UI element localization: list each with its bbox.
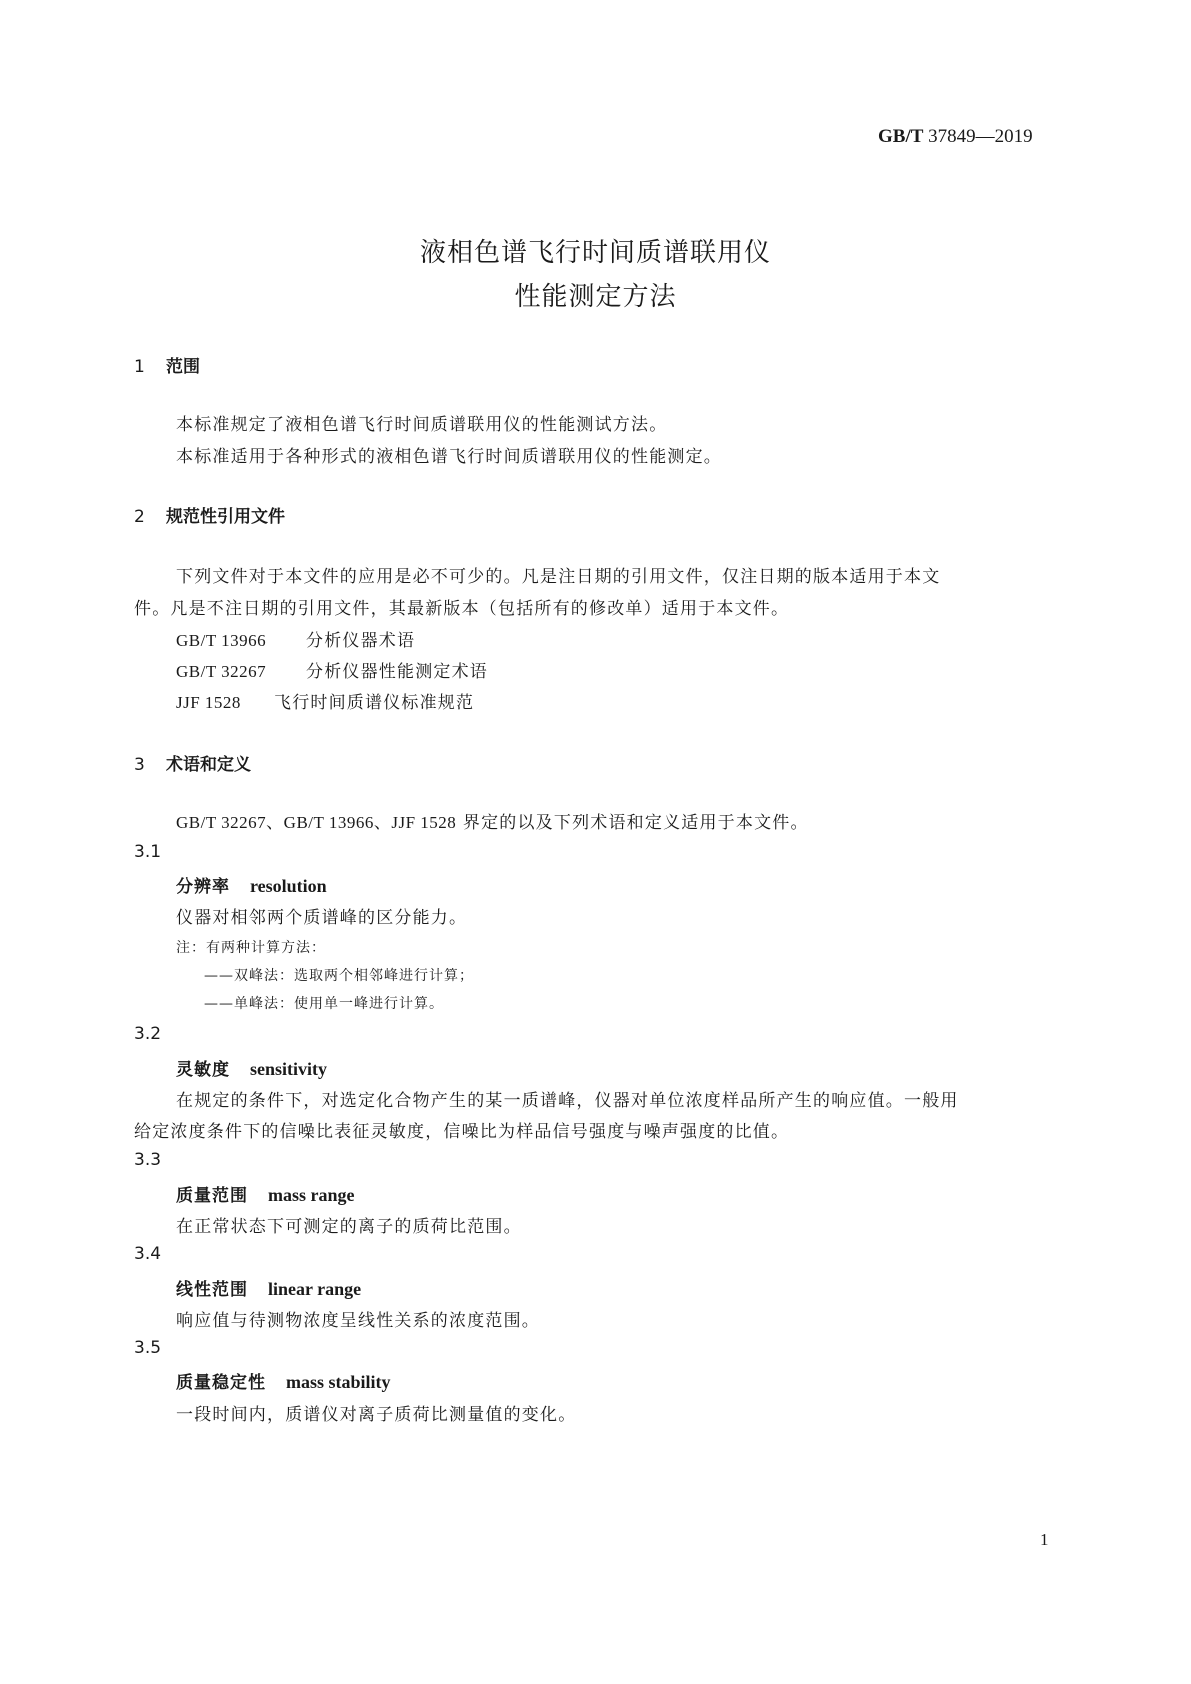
section-number: 3 — [134, 755, 145, 775]
term-name-zh: 质量稳定性 — [176, 1373, 266, 1393]
paragraph: 下列文件对于本文件的应用是必不可少的。凡是注日期的引用文件，仅注日期的版本适用于本文 — [176, 567, 941, 587]
section-title: 术语和定义 — [166, 755, 251, 775]
term-definition-continuation: 给定浓度条件下的信噪比表征灵敏度，信噪比为样品信号强度与噪声强度的比值。 — [134, 1122, 790, 1142]
reference-item — [176, 688, 474, 713]
reference-item — [176, 626, 415, 651]
term-name-en: sensitivity — [250, 1059, 328, 1079]
reference-code: GB/T 32267 — [176, 662, 267, 681]
term-name — [176, 1055, 327, 1080]
term-name-en: mass range — [268, 1185, 355, 1205]
section-title: 范围 — [166, 357, 200, 377]
paragraph: 本标准适用于各种形式的液相色谱飞行时间质谱联用仪的性能测定。 — [176, 447, 722, 467]
paragraph-text: 界定的以及下列术语和定义适用于本文件。 — [456, 813, 809, 833]
term-definition: 在正常状态下可测定的离子的质荷比范围。 — [176, 1217, 522, 1237]
term-definition: 仪器对相邻两个质谱峰的区分能力。 — [176, 908, 468, 928]
section-1-heading — [134, 352, 200, 377]
paragraph-continuation: 件。凡是不注日期的引用文件，其最新版本（包括所有的修改单）适用于本文件。 — [134, 599, 790, 619]
term-definition: 一段时间内，质谱仪对离子质荷比测量值的变化。 — [176, 1405, 577, 1425]
reference-title: 分析仪器性能测定术语 — [306, 662, 488, 682]
note-head: 注：有两种计算方法： — [176, 940, 326, 956]
term-definition: 在规定的条件下，对选定化合物产生的某一质谱峰，仪器对单位浓度样品所产生的响应值。一般用 — [176, 1091, 959, 1111]
standard-code-prefix: GB/T — [878, 126, 924, 147]
note-item: ——单峰法：使用单一峰进行计算。 — [204, 996, 444, 1012]
note-item: ——双峰法：选取两个相邻峰进行计算； — [204, 968, 474, 984]
standard-code — [878, 126, 1033, 148]
reference-code: JJF 1528 — [176, 693, 241, 712]
term-name-zh: 质量范围 — [176, 1186, 248, 1206]
term-number: 3.5 — [134, 1338, 162, 1358]
term-name-en: mass stability — [286, 1372, 391, 1392]
section-title: 规范性引用文件 — [166, 507, 285, 527]
term-number: 3.4 — [134, 1244, 162, 1264]
term-name — [176, 1275, 361, 1300]
section-number: 1 — [134, 357, 145, 377]
reference-codes: GB/T 32267、GB/T 13966、JJF 1528 — [176, 813, 457, 832]
term-name — [176, 872, 327, 897]
document-title-line-2: 性能测定方法 — [514, 282, 677, 312]
reference-item — [176, 657, 488, 682]
term-number: 3.3 — [134, 1150, 162, 1170]
term-definition: 响应值与待测物浓度呈线性关系的浓度范围。 — [176, 1311, 540, 1331]
term-name-en: resolution — [250, 876, 327, 896]
term-number: 3.2 — [134, 1024, 162, 1044]
section-number: 2 — [134, 507, 145, 527]
reference-title: 分析仪器术语 — [306, 631, 416, 651]
term-number: 3.1 — [134, 842, 162, 862]
term-name-en: linear range — [268, 1279, 362, 1299]
term-name — [176, 1181, 355, 1206]
document-title-line-1: 液相色谱飞行时间质谱联用仪 — [419, 238, 771, 268]
paragraph: 本标准规定了液相色谱飞行时间质谱联用仪的性能测试方法。 — [176, 415, 668, 435]
section-2-heading — [134, 502, 285, 527]
reference-title: 飞行时间质谱仪标准规范 — [274, 693, 475, 713]
term-name-zh: 分辨率 — [176, 877, 230, 897]
paragraph — [176, 808, 809, 833]
section-3-heading — [134, 750, 251, 775]
term-name-zh: 灵敏度 — [176, 1060, 230, 1080]
term-name — [176, 1368, 391, 1393]
term-name-zh: 线性范围 — [176, 1280, 248, 1300]
page-number: 1 — [1040, 1530, 1049, 1549]
reference-code: GB/T 13966 — [176, 631, 267, 650]
standard-code-number: 37849—2019 — [923, 126, 1033, 147]
